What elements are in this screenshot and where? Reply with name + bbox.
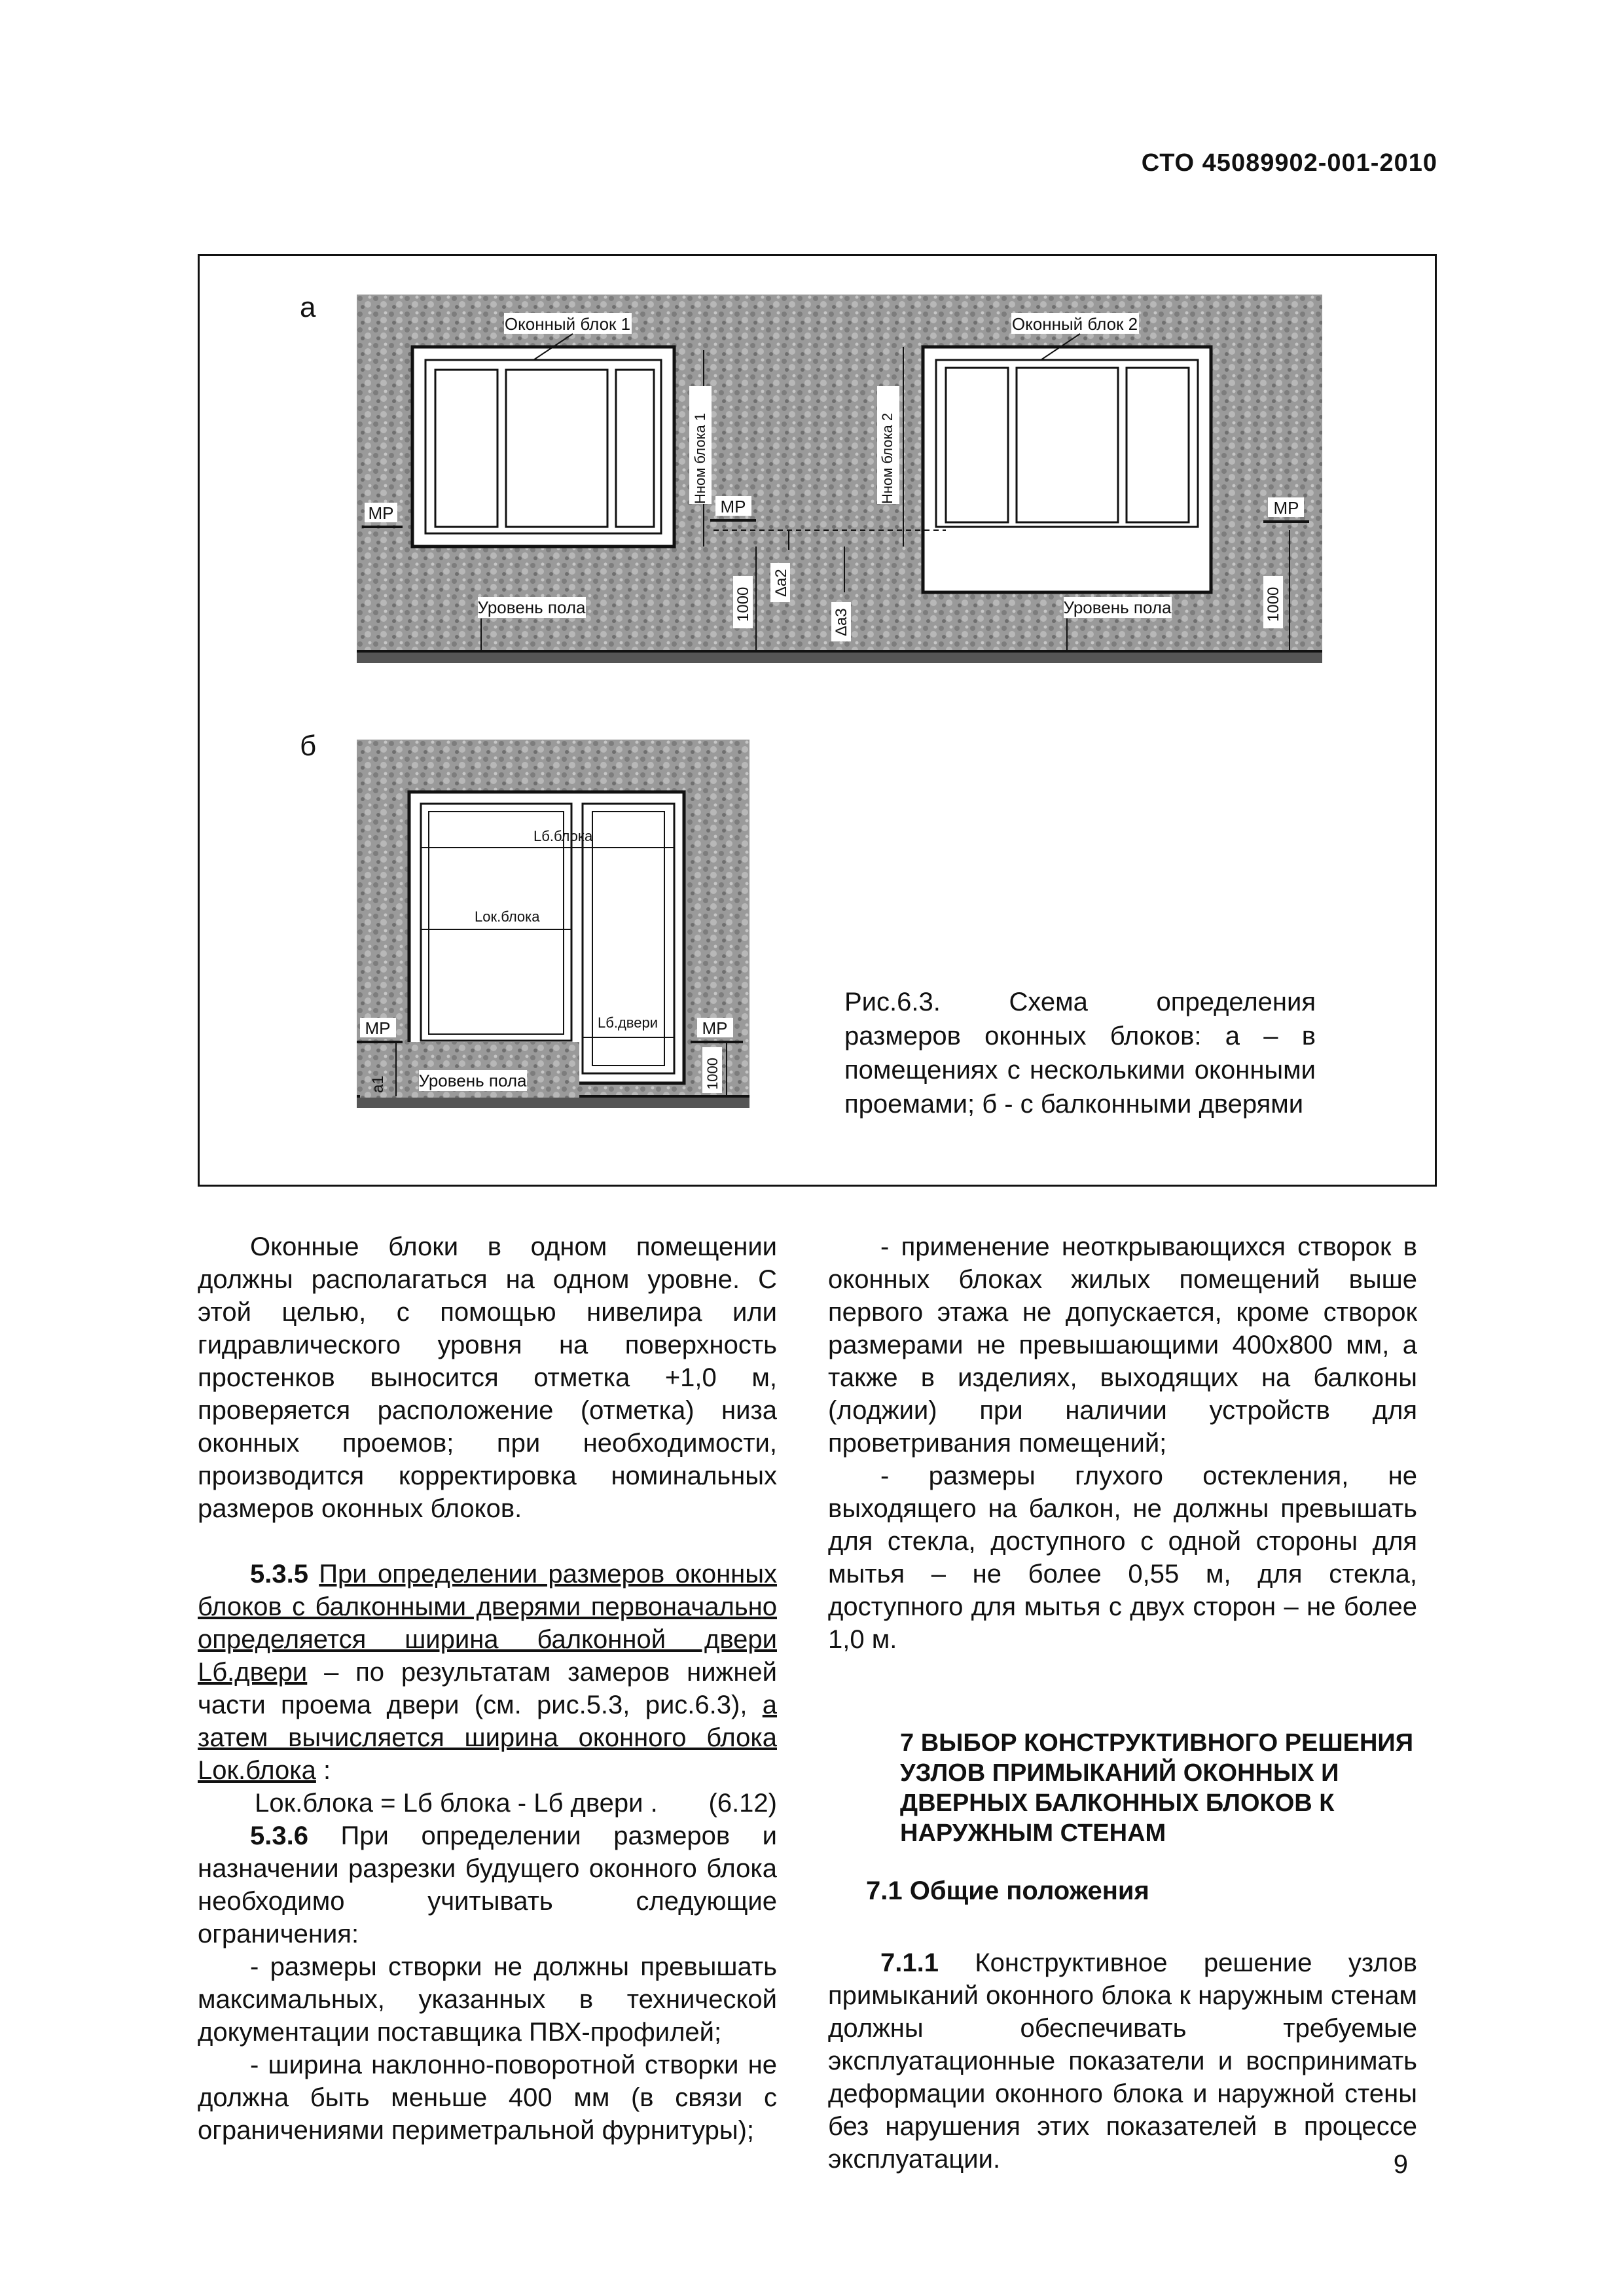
figure-caption: Рис.6.3. Схема определения размеров оконных блоков: а – в помещениях с несколькими оконными проемами; б - с балконными дверями [844,988,1316,1119]
paragraph-5-3-6 [198,1820,777,1950]
mp-label-b-left: МР [365,1018,391,1038]
dim-1000-b: 1000 [1265,586,1282,622]
clause-number: 5.3.5 [250,1560,308,1588]
text: – по результатам замеров нижней части проема двери (см. рис.5.3, рис.6.3), [198,1658,777,1719]
label-l-b-door: Lб.двери [598,1014,658,1031]
label-delta-a2: Δа2 [772,569,790,597]
window-block-1 [412,347,674,547]
left-column [198,1230,777,2147]
floor-level-label-1: Уровень пола [477,598,586,617]
text: Конструктивное решение узлов примыканий оконного блока к наружным стенам должны обеспечивать требуемые эксплуатационные показатели и воспринимать деформации оконного блока и наружной стены без нарушения этих показателей в процессе эксплуатации. [828,1948,1417,2174]
list-item: - размеры створки не должны превышать максимальных, указанных в технической документации поставщика ПВХ-профилей; [198,1952,777,2047]
list-item: - ширина наклонно-поворотной створки не должна быть меньше 400 мм (в связи с ограничениями периметральной фурнитуры); [198,2051,777,2145]
diagram-panel-b [357,740,749,1132]
dim-1000-b-panel: 1000 [704,1058,721,1090]
mp-label-middle: МР [720,497,746,516]
diagram-panel-a [357,295,1322,687]
list-item: - размеры глухого остекления, не выходящего на балкон, не должны превышать для стекла, доступного с одной стороны для мытья – не более 0,55 м, для стекла, доступного для мытья с двух сторон – не более 1,0 м. [828,1462,1417,1654]
dim-1000-a: 1000 [734,586,752,622]
formula-6-12 [198,1787,777,1820]
panel-a-label: а [300,291,316,323]
label-l-ok-block: Lок.блока [475,908,540,925]
paragraph-5-3-5 [198,1558,777,1787]
underlined-text: При определении размеров оконных блоков с балконными дверями первоначально определяется ширина балконной двери Lб.двери [198,1560,777,1687]
page-number: 9 [1393,2150,1408,2179]
label-a1: а1 [369,1075,387,1093]
floor-level-label-2: Уровень пола [1063,598,1172,617]
formula-number: (6.12) [708,1789,777,1818]
subsection-title: 7.1 Общие положения [866,1876,1149,1905]
section-title: 7 ВЫБОР КОНСТРУКТИВНОГО РЕШЕНИЯ УЗЛОВ ПРИМЫКАНИЙ ОКОННЫХ И ДВЕРНЫХ БАЛКОННЫХ БЛОКОВ К НАРУЖНЫМ СТЕНАМ [900,1729,1414,1847]
label-h-nom-2: Hном блока 2 [879,412,895,504]
text: При определении размеров и назначении разрезки будущего оконного блока необходимо учитывать следующие ограничения: [198,1821,777,1948]
floor-strip [357,1096,749,1108]
floor-strip [357,651,1322,663]
right-column [828,1230,1417,2176]
floor-level-label-b: Уровень пола [418,1071,527,1090]
clause-number: 5.3.6 [250,1821,308,1850]
window-and-balcony-door [360,792,684,1098]
label-l-b-block: Lб.блока [533,828,593,844]
panel-b-label: б [300,730,317,762]
paragraph: Оконные блоки в одном помещении должны располагаться на одном уровне. С этой целью, с помощью нивелира или гидравлического уровня на поверхность простенков выносится отметка +1,0 м, проверяется расположение (отметка) низа оконных проемов; при необходимости, производится корректировка номинальных размеров оконных блоков. [198,1232,777,1523]
paragraph-7-1-1 [828,1946,1417,2176]
formula-text: Lок.блока = Lб блока - Lб двери . [255,1789,658,1818]
window-block-2 [923,347,1211,592]
mp-label-b-right: МР [702,1018,728,1038]
text: : [316,1756,331,1785]
document-code: СТО 45089902-001-2010 [1141,149,1437,177]
label-delta-a3: Δа3 [833,608,850,636]
mp-label-left: МР [368,503,394,523]
label-h-nom-1: Hном блока 1 [692,412,708,504]
clause-number: 7.1.1 [880,1948,939,1977]
label-window-block-2: Оконный блок 2 [1011,314,1138,334]
underlined-text: а затем вычисляется ширина оконного блока Lок.блока [198,1691,777,1785]
mp-label-right: МР [1273,498,1299,518]
list-item: - применение неоткрывающихся створок в оконных блоках жилых помещений выше первого этажа не допускается, кроме створок размерами не превышающими 400х800 мм, а также в изделиях, выходящих на балконы (лоджии) при наличии устройств для проветривания помещений; [828,1232,1417,1458]
label-window-block-1: Оконный блок 1 [504,314,631,334]
